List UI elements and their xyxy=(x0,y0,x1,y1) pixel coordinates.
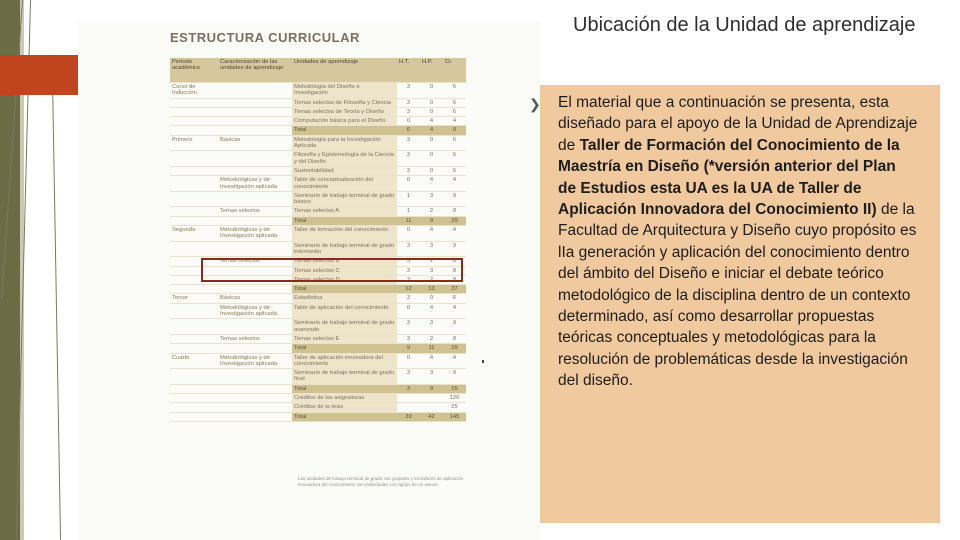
cr-cell: 120 xyxy=(443,393,466,402)
table-row xyxy=(170,344,466,353)
hp-cell: 3 xyxy=(420,319,443,335)
table-row xyxy=(170,403,466,412)
unidad-cell: Temas selectos B xyxy=(292,257,397,266)
cr-cell: 145 xyxy=(443,412,466,421)
ht-cell: 3 xyxy=(397,294,420,303)
table-row xyxy=(170,303,466,319)
hp-cell: 4 xyxy=(420,353,443,369)
hp-cell: 42 xyxy=(420,412,443,421)
ht-cell xyxy=(397,403,420,412)
caracterizacion-cell xyxy=(218,412,292,421)
unidad-cell: Temas selectos D xyxy=(292,275,397,284)
cr-cell: 4 xyxy=(443,117,466,126)
ht-cell: 0 xyxy=(397,226,420,242)
cr-cell: 0 xyxy=(443,126,466,135)
hp-cell xyxy=(420,393,443,402)
cr-cell: 6 xyxy=(443,107,466,116)
caracterizacion-cell xyxy=(218,216,292,225)
cr-cell: 6 xyxy=(443,294,466,303)
ht-cell: 0 xyxy=(397,176,420,192)
header-caracterizacion: Caracterización de las unidades de aprendizaje xyxy=(218,58,292,83)
ht-cell: 1 xyxy=(397,191,420,207)
table-row xyxy=(170,151,466,167)
cr-cell: 8 xyxy=(443,266,466,275)
table-row xyxy=(170,393,466,402)
unidad-cell: Metodología del Diseño e Investigación xyxy=(292,83,397,99)
periodo-cell xyxy=(170,285,218,294)
table-row xyxy=(170,294,466,303)
cr-cell: 6 xyxy=(443,151,466,167)
periodo-cell xyxy=(170,303,218,319)
periodo-cell xyxy=(170,166,218,175)
caracterizacion-cell xyxy=(218,319,292,335)
caracterizacion-cell xyxy=(218,117,292,126)
hp-cell: 0 xyxy=(420,151,443,167)
table-row xyxy=(170,117,466,126)
hp-cell: 0 xyxy=(420,107,443,116)
accent-tab xyxy=(0,55,78,95)
table-row xyxy=(170,207,466,216)
ht-cell: 3 xyxy=(397,384,420,393)
periodo-cell xyxy=(170,412,218,421)
cr-cell: 29 xyxy=(443,216,466,225)
cr-cell: 4 xyxy=(443,226,466,242)
caracterizacion-cell: Temas selectos xyxy=(218,257,292,266)
unidad-cell: Total xyxy=(292,344,397,353)
header-hp: H.P. xyxy=(420,58,443,83)
ht-cell: 0 xyxy=(397,117,420,126)
ht-cell: 1 xyxy=(397,207,420,216)
ht-cell: 3 xyxy=(397,266,420,275)
unidad-cell: Temas selectos de Filosofía y Ciencia xyxy=(292,98,397,107)
periodo-cell xyxy=(170,126,218,135)
hp-cell: 2 xyxy=(420,334,443,343)
table-row xyxy=(170,126,466,135)
hp-cell: 4 xyxy=(420,303,443,319)
periodo-cell xyxy=(170,107,218,116)
caracterizacion-cell xyxy=(218,83,292,99)
caracterizacion-cell xyxy=(218,151,292,167)
slide-title: Ubicación de la Unidad de aprendizaje xyxy=(573,14,916,36)
table-row xyxy=(170,285,466,294)
unidad-cell: Computación básica para el Diseño xyxy=(292,117,397,126)
table-row xyxy=(170,241,466,257)
table-header-row xyxy=(170,58,466,83)
header-unidades: Unidades de aprendizaje xyxy=(292,58,397,83)
table-row xyxy=(170,83,466,99)
caracterizacion-cell xyxy=(218,191,292,207)
body-text-segment: de la Facultad de Arquitectura y Diseño cuyo propósito es lIa generación y aplicación del conocimiento dentro del ámbito del Diseño e iniciar el debate teórico metodológico de la disciplina dentro de un contexto determinado, así como desarrollar propuestas teóricas conceptuales y metodológicas para la resolución de problemáticas desde la investigación del diseño. xyxy=(558,201,917,390)
table-row xyxy=(170,226,466,242)
ht-cell: 3 xyxy=(397,319,420,335)
caracterizacion-cell xyxy=(218,126,292,135)
caracterizacion-cell xyxy=(218,403,292,412)
cr-cell: 4 xyxy=(443,303,466,319)
caracterizacion-cell xyxy=(218,393,292,402)
periodo-cell xyxy=(170,151,218,167)
ht-cell: 3 xyxy=(397,275,420,284)
caracterizacion-cell xyxy=(218,241,292,257)
cr-cell: 4 xyxy=(443,176,466,192)
unidad-cell: Créditos de la tesis xyxy=(292,403,397,412)
unidad-cell: Total xyxy=(292,126,397,135)
periodo-cell xyxy=(170,319,218,335)
periodo-cell: Curso de Inducción xyxy=(170,83,218,99)
hp-cell: 11 xyxy=(420,344,443,353)
header-ht: H.T. xyxy=(397,58,420,83)
ht-cell: 9 xyxy=(397,344,420,353)
body-text-segment: El material que a continuación se presenta, esta diseñado para el apoyo de la Unidad de Aprendizaje de xyxy=(558,94,918,154)
cr-cell: 6 xyxy=(443,166,466,175)
ht-cell: 3 xyxy=(397,334,420,343)
caracterizacion-cell: Temas selectos xyxy=(218,334,292,343)
cr-cell: 6 xyxy=(443,83,466,99)
table-row xyxy=(170,353,466,369)
caracterizacion-cell: Metodológicas y de Investigación aplicada xyxy=(218,303,292,319)
unidad-cell: Taller de aplicación innovadora del conocimiento xyxy=(292,353,397,369)
hp-cell: 3 xyxy=(420,191,443,207)
periodo-cell xyxy=(170,369,218,385)
unidad-cell: Total xyxy=(292,412,397,421)
hp-cell: 2 xyxy=(420,275,443,284)
unidad-cell: Taller de conceptualización del conocimiento xyxy=(292,176,397,192)
cr-cell: 8 xyxy=(443,275,466,284)
ht-cell: 3 xyxy=(397,151,420,167)
table-row xyxy=(170,166,466,175)
caracterizacion-cell xyxy=(218,285,292,294)
unidad-cell: Seminario de trabajo terminal de grado intermedio xyxy=(292,241,397,257)
caracterizacion-cell: Básicas xyxy=(218,135,292,151)
hp-cell xyxy=(420,403,443,412)
periodo-cell xyxy=(170,384,218,393)
ht-cell: 3 xyxy=(397,369,420,385)
periodo-cell xyxy=(170,117,218,126)
caracterizacion-cell: Metodológicas y de Investigación aplicada xyxy=(218,353,292,369)
decorative-line xyxy=(52,80,61,540)
unidad-cell: Taller de formación del conocimiento xyxy=(292,226,397,242)
unidad-cell: Temas selectos E xyxy=(292,334,397,343)
unidad-cell: Taller de aplicación del conocimiento xyxy=(292,303,397,319)
caracterizacion-cell: Metodológicas y de Investigación aplicada xyxy=(218,176,292,192)
hp-cell: 2 xyxy=(420,257,443,266)
unidad-cell: Temas selectos de Teoría y Diseño xyxy=(292,107,397,116)
caracterizacion-cell xyxy=(218,384,292,393)
unidad-cell: Seminario de trabajo terminal de grado básico xyxy=(292,191,397,207)
cr-cell: 37 xyxy=(443,285,466,294)
periodo-cell xyxy=(170,191,218,207)
hp-cell: 4 xyxy=(420,126,443,135)
hp-cell: 4 xyxy=(420,176,443,192)
hp-cell: 4 xyxy=(420,117,443,126)
table-row xyxy=(170,384,466,393)
periodo-cell xyxy=(170,176,218,192)
periodo-cell xyxy=(170,207,218,216)
caracterizacion-cell: Básicas xyxy=(218,294,292,303)
periodo-cell xyxy=(170,241,218,257)
periodo-cell xyxy=(170,216,218,225)
caracterizacion-cell xyxy=(218,344,292,353)
unidad-cell: Filosofía y Epistemología de la Ciencia y del Diseño xyxy=(292,151,397,167)
periodo-cell: Segundo xyxy=(170,226,218,242)
unidad-cell: Temas selectos A xyxy=(292,207,397,216)
table-row xyxy=(170,369,466,385)
cr-cell: 8 xyxy=(443,207,466,216)
cr-cell: 9 xyxy=(443,319,466,335)
periodo-cell xyxy=(170,98,218,107)
header-cr: Cr. xyxy=(443,58,466,83)
ht-cell: 3 xyxy=(397,83,420,99)
periodo-cell: Primero xyxy=(170,135,218,151)
hp-cell: 0 xyxy=(420,294,443,303)
caracterizacion-cell xyxy=(218,166,292,175)
table-row xyxy=(170,319,466,335)
cr-cell: 8 xyxy=(443,257,466,266)
chevron-right-icon: ❯ xyxy=(529,96,541,112)
table-row xyxy=(170,191,466,207)
unidad-cell: Total xyxy=(292,285,397,294)
cr-cell: 25 xyxy=(443,403,466,412)
caracterizacion-cell xyxy=(218,107,292,116)
unidad-cell: Seminario de trabajo terminal de grado final xyxy=(292,369,397,385)
scan-footnote: Las unidades de trabajo terminal de grado son grupales y los talleres de aplicación innovadora del conocimiento son individuales con apoyo de un asesor. xyxy=(298,476,464,487)
cr-cell: 6 xyxy=(443,135,466,151)
periodo-cell xyxy=(170,393,218,402)
hp-cell: 2 xyxy=(420,207,443,216)
cr-cell: 9 xyxy=(443,369,466,385)
stray-mark xyxy=(482,360,484,363)
hp-cell: 3 xyxy=(420,241,443,257)
table-row xyxy=(170,412,466,421)
highlight-box xyxy=(201,258,463,282)
caracterizacion-cell: Metodológicas y de Investigación aplicada xyxy=(218,226,292,242)
cr-cell: 15 xyxy=(443,384,466,393)
periodo-cell xyxy=(170,334,218,343)
hp-cell: 0 xyxy=(420,166,443,175)
ht-cell: 3 xyxy=(397,98,420,107)
hp-cell: 0 xyxy=(420,135,443,151)
ht-cell: 3 xyxy=(397,241,420,257)
caracterizacion-cell: Temas selectos xyxy=(218,207,292,216)
cr-cell: 8 xyxy=(443,334,466,343)
cr-cell: 6 xyxy=(443,98,466,107)
hp-cell: 3 xyxy=(420,266,443,275)
scan-title: ESTRUCTURA CURRICULAR xyxy=(170,30,360,45)
ht-cell: 11 xyxy=(397,216,420,225)
table-row xyxy=(170,98,466,107)
unidad-cell: Temas selectos C xyxy=(292,266,397,275)
body-paragraph xyxy=(558,92,918,392)
table-row xyxy=(170,334,466,343)
ht-cell: 3 xyxy=(397,166,420,175)
table-row xyxy=(170,216,466,225)
unidad-cell: Créditos de las asignaturas xyxy=(292,393,397,402)
unidad-cell: Total xyxy=(292,216,397,225)
ht-cell: 39 xyxy=(397,412,420,421)
unidad-cell: Sustentabilidad xyxy=(292,166,397,175)
hp-cell: 0 xyxy=(420,98,443,107)
hp-cell: 9 xyxy=(420,384,443,393)
unidad-cell: Total xyxy=(292,384,397,393)
periodo-cell: Cuarto xyxy=(170,353,218,369)
curriculum-table xyxy=(170,58,466,422)
unidad-cell: Metodología para la Investigación Aplicada xyxy=(292,135,397,151)
table-row xyxy=(170,107,466,116)
ht-cell: 3 xyxy=(397,135,420,151)
hp-cell: 13 xyxy=(420,285,443,294)
cr-cell: 4 xyxy=(443,353,466,369)
ht-cell: 3 xyxy=(397,257,420,266)
ht-cell: 6 xyxy=(397,126,420,135)
periodo-cell: Tercer xyxy=(170,294,218,303)
ht-cell xyxy=(397,393,420,402)
caracterizacion-cell xyxy=(218,98,292,107)
periodo-cell xyxy=(170,344,218,353)
hp-cell: 0 xyxy=(420,83,443,99)
cr-cell: 9 xyxy=(443,191,466,207)
header-periodo: Periodo académico xyxy=(170,58,218,83)
caracterizacion-cell xyxy=(218,369,292,385)
ht-cell: 3 xyxy=(397,107,420,116)
cr-cell: 9 xyxy=(443,241,466,257)
hp-cell: 3 xyxy=(420,369,443,385)
hp-cell: 4 xyxy=(420,226,443,242)
unidad-cell: Estadística xyxy=(292,294,397,303)
ht-cell: 12 xyxy=(397,285,420,294)
unidad-cell: Seminario de trabajo terminal de grado avanzado xyxy=(292,319,397,335)
ht-cell: 0 xyxy=(397,353,420,369)
table-row xyxy=(170,176,466,192)
cr-cell: 29 xyxy=(443,344,466,353)
ht-cell: 0 xyxy=(397,303,420,319)
table-row xyxy=(170,135,466,151)
periodo-cell xyxy=(170,403,218,412)
hp-cell: 9 xyxy=(420,216,443,225)
body-bold-segment: Taller de Formación del Conocimiento de la Maestría en Diseño (*versión anterior del Plan de Estudios esta UA es la UA de Taller de Aplicación Innovadora del Conocimiento II) xyxy=(558,136,900,219)
